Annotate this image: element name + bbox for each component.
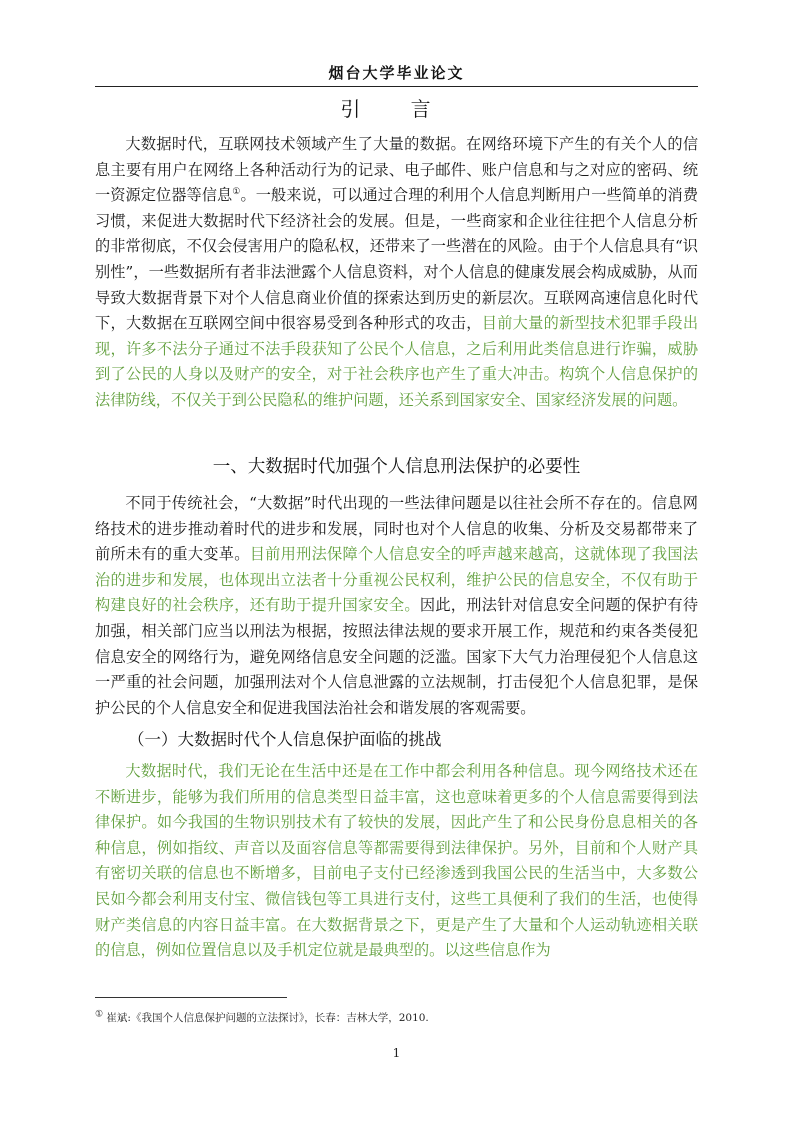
intro-highlighted-text: 目前大量的新型技术犯罪手段出现，许多不法分子通过不法手段获知了公民个人信息，之后利用此类信息进行诈骗，威胁到了公民的人身以及财产的安全，对于社会秩序也产生了重大冲击。构筑个人信息保护的法律防线，不仅关于到公民隐私的维护问题，还关系到国家安全、国家经济发展的问题。 (95, 314, 698, 409)
subsection1-body (95, 759, 698, 964)
header-rule (95, 86, 698, 87)
subsection-heading-1: （一）大数据时代个人信息保护面临的挑战 (128, 730, 442, 749)
page-number: 1 (392, 1046, 401, 1060)
section1-body (95, 491, 698, 721)
intro-text-part1: 大数据时代，互联网技术领域产生了大量的数据。在网络环境下产生的有关个人的信息主要有用户在网络上各种活动行为的记录、电子邮件、账户信息和与之对应的密码、统一资源定位器等信息 (95, 135, 698, 205)
footnote-rule (95, 997, 287, 998)
section1-text-part1: 不同于传统社会，“大数据”时代出现的一些法律问题是以往社会所不存在的。信息网络技术的进步推动着时代的进步和发展，同时也对个人信息的收集、分析及交易都带来了前所未有的重大变革。 (95, 494, 698, 564)
section-title-introduction: 引 言 (340, 97, 453, 121)
section1-highlighted-text: 目前用刑法保障个人信息安全的呼声越来越高，这就体现了我国法治的进步和发展，也体现出立法者十分重视公民权利，维护公民的信息安全，不仅有助于构建良好的社会秩序，还有助于提升国家安全。 (95, 545, 698, 615)
footnote-reference[interactable]: ① (232, 187, 241, 198)
footnote (95, 1010, 698, 1025)
intro-body (95, 132, 698, 414)
section-heading-1: 一、大数据时代加强个人信息刑法保护的必要性 (212, 457, 581, 477)
intro-paragraph (95, 132, 698, 414)
running-header: 烟台大学毕业论文 (328, 64, 465, 82)
footnote-mark: ① (95, 1009, 104, 1020)
section1-paragraph (95, 491, 698, 721)
subsection1-paragraph: 大数据时代，我们无论在生活中还是在工作中都会利用各种信息。现今网络技术还在不断进步，能够为我们所用的信息类型日益丰富，这也意味着更多的个人信息需要得到法律保护。如今我国的生物识别技术有了较快的发展，因此产生了和公民身份息息相关的各种信息，例如指纹、声音以及面容信息等都需要得到法律保护。另外，目前和个人财产具有密切关联的信息也不断增多，目前电子支付已经渗透到我国公民的生活当中，大多数公民如今都会利用支付宝、微信钱包等工具进行支付，这些工具便利了我们的生活，也使得财产类信息的内容日益丰富。在大数据背景之下，更是产生了大量和个人运动轨迹相关联的信息，例如位置信息以及手机定位就是最典型的。以这些信息作为 (95, 762, 698, 960)
footnote-text: 崔斌:《我国个人信息保护问题的立法探讨》，长春：吉林大学，2010. (106, 1012, 429, 1024)
intro-text-part2: 。一般来说，可以通过合理的利用个人信息判断用户一些简单的消费习惯，来促进大数据时代下经济社会的发展。但是，一些商家和企业往往把个人信息分析的非常彻底，不仅会侵害用户的隐私权，还带来了一些潜在的风险。由于个人信息具有“识别性”，一些数据所有者非法泄露个人信息资料，对个人信息的健康发展会构成威胁，从而导致大数据背景下对个人信息商业价值的探索达到历史的新层次。互联网高速信息化时代下，大数据在互联网空间中很容易受到各种形式的攻击， (95, 186, 699, 333)
section1-text-part2: 因此，刑法针对信息安全问题的保护有待加强，相关部门应当以刑法为根据，按照法律法规的要求开展工作，规范和约束各类侵犯信息安全的网络行为，避免网络信息安全问题的泛滥。国家下大气力治理侵犯个人信息这一严重的社会问题，加强刑法对个人信息泄露的立法规制，打击侵犯个人信息犯罪，是保护公民的个人信息安全和促进我国法治社会和谐发展的客观需要。 (95, 596, 698, 717)
